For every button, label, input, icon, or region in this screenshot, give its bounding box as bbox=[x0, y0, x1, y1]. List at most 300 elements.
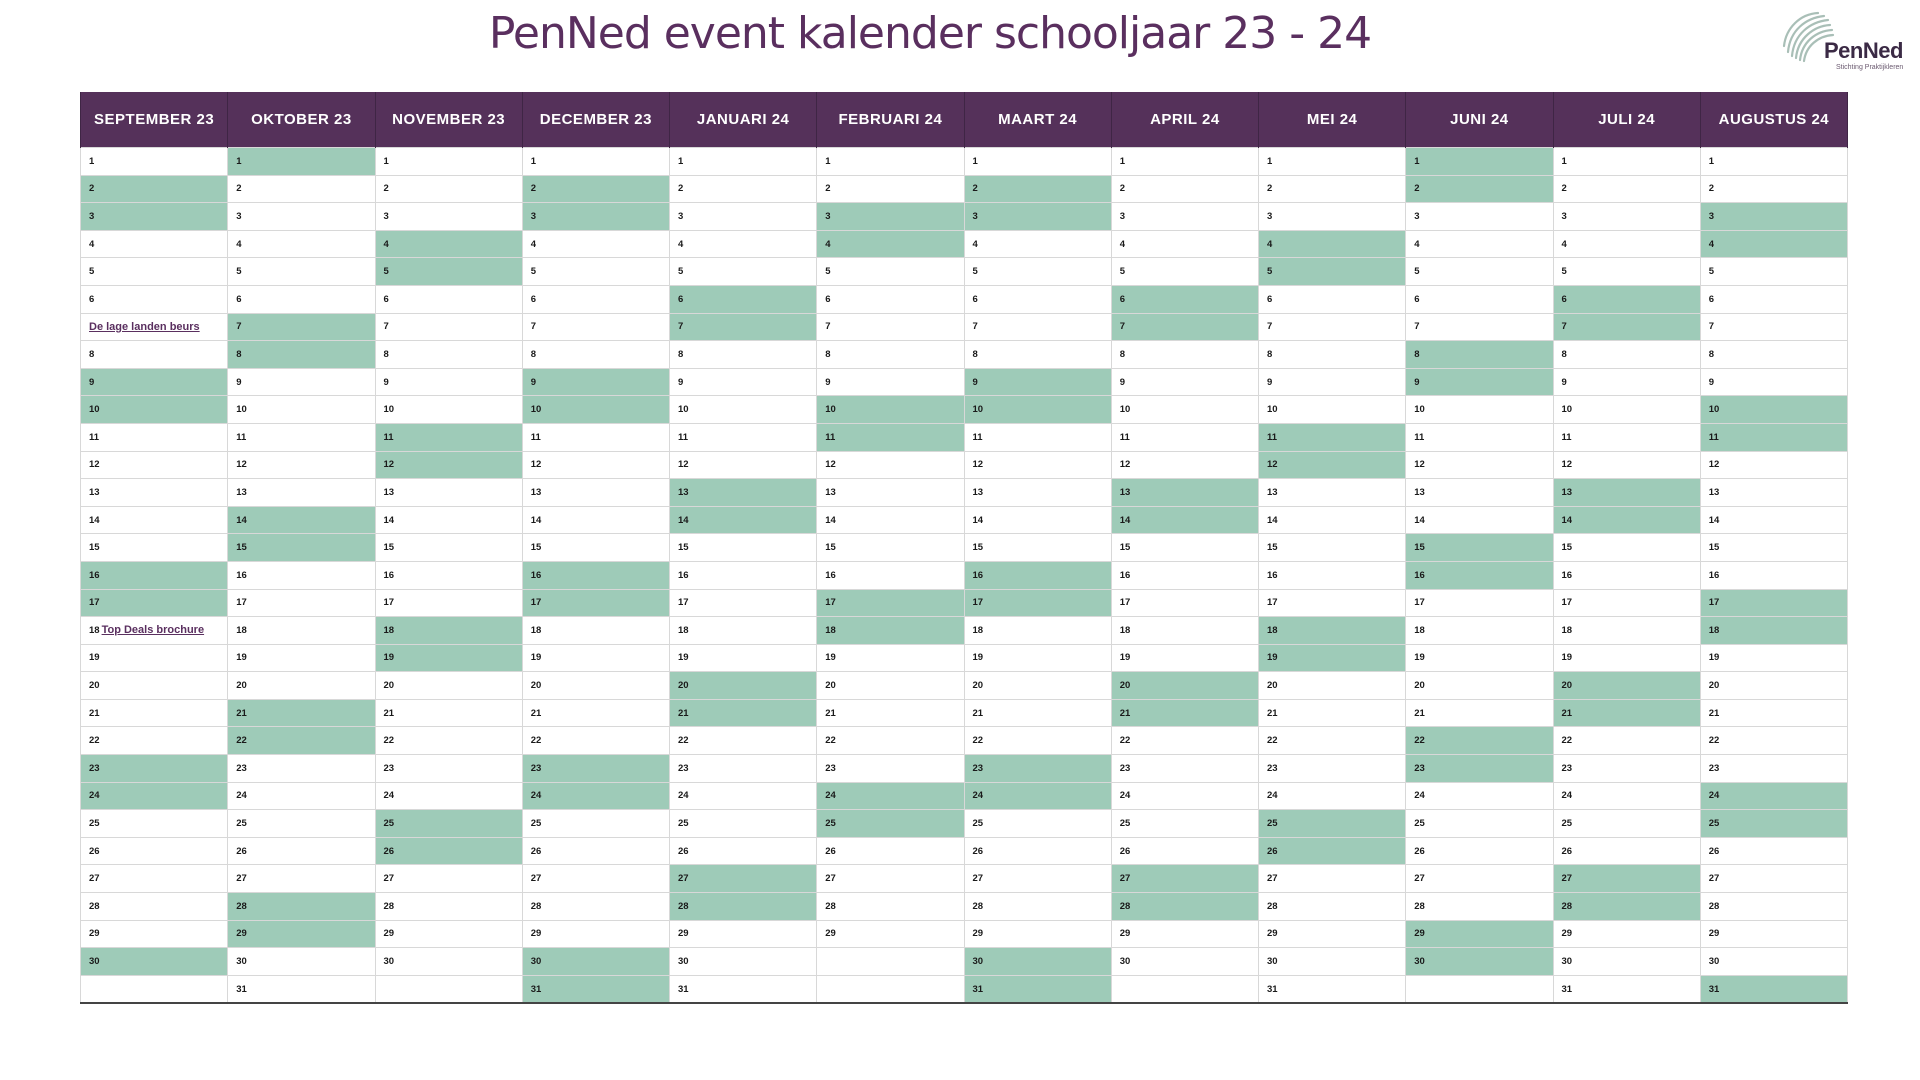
day-cell[interactable] bbox=[670, 506, 817, 534]
day-cell[interactable] bbox=[1259, 396, 1406, 424]
day-cell[interactable] bbox=[1700, 617, 1847, 645]
day-cell[interactable] bbox=[375, 148, 522, 176]
day-cell[interactable] bbox=[1406, 534, 1553, 562]
day-cell[interactable] bbox=[522, 782, 669, 810]
day-cell[interactable] bbox=[1111, 506, 1258, 534]
day-cell[interactable] bbox=[522, 451, 669, 479]
day-cell[interactable] bbox=[522, 534, 669, 562]
day-cell[interactable] bbox=[670, 479, 817, 507]
day-cell[interactable] bbox=[1111, 920, 1258, 948]
day-cell[interactable] bbox=[81, 148, 228, 176]
day-cell[interactable] bbox=[1700, 948, 1847, 976]
day-cell[interactable] bbox=[1406, 285, 1553, 313]
day-cell[interactable] bbox=[1553, 561, 1700, 589]
day-cell[interactable] bbox=[1259, 672, 1406, 700]
day-cell[interactable] bbox=[1700, 313, 1847, 341]
day-cell[interactable] bbox=[228, 644, 375, 672]
day-cell[interactable] bbox=[817, 727, 964, 755]
day-cell[interactable] bbox=[81, 699, 228, 727]
day-cell[interactable] bbox=[81, 893, 228, 921]
day-cell[interactable] bbox=[1406, 148, 1553, 176]
day-cell[interactable] bbox=[228, 285, 375, 313]
day-cell[interactable] bbox=[1111, 589, 1258, 617]
day-cell[interactable] bbox=[1553, 644, 1700, 672]
day-cell[interactable] bbox=[522, 699, 669, 727]
day-cell[interactable] bbox=[375, 672, 522, 700]
day-cell[interactable] bbox=[817, 479, 964, 507]
day-cell[interactable] bbox=[1700, 782, 1847, 810]
day-cell[interactable] bbox=[1259, 148, 1406, 176]
day-cell[interactable] bbox=[1259, 755, 1406, 783]
day-cell[interactable] bbox=[228, 203, 375, 231]
day-cell[interactable] bbox=[964, 975, 1111, 1003]
day-cell[interactable] bbox=[1553, 617, 1700, 645]
day-cell[interactable] bbox=[228, 948, 375, 976]
day-cell[interactable] bbox=[1111, 313, 1258, 341]
day-cell[interactable] bbox=[1406, 341, 1553, 369]
day-cell[interactable] bbox=[1406, 175, 1553, 203]
day-cell[interactable] bbox=[1259, 561, 1406, 589]
day-cell[interactable] bbox=[375, 865, 522, 893]
day-cell[interactable] bbox=[1700, 203, 1847, 231]
day-cell[interactable] bbox=[1406, 948, 1553, 976]
day-cell[interactable] bbox=[228, 699, 375, 727]
day-cell[interactable] bbox=[1700, 865, 1847, 893]
day-cell[interactable] bbox=[1111, 893, 1258, 921]
day-cell[interactable] bbox=[1259, 479, 1406, 507]
day-cell[interactable] bbox=[228, 479, 375, 507]
day-cell[interactable] bbox=[1700, 975, 1847, 1003]
day-cell[interactable] bbox=[522, 893, 669, 921]
day-cell[interactable] bbox=[817, 230, 964, 258]
day-cell[interactable] bbox=[228, 423, 375, 451]
day-cell[interactable] bbox=[1553, 451, 1700, 479]
day-cell[interactable] bbox=[1259, 644, 1406, 672]
day-cell[interactable] bbox=[228, 727, 375, 755]
day-cell[interactable] bbox=[522, 837, 669, 865]
day-cell[interactable] bbox=[1406, 506, 1553, 534]
day-cell[interactable] bbox=[964, 341, 1111, 369]
day-cell[interactable] bbox=[375, 258, 522, 286]
day-cell[interactable] bbox=[1406, 396, 1553, 424]
day-cell[interactable] bbox=[1111, 285, 1258, 313]
day-cell[interactable] bbox=[817, 561, 964, 589]
day-cell[interactable] bbox=[1553, 948, 1700, 976]
day-cell[interactable] bbox=[228, 837, 375, 865]
day-cell[interactable] bbox=[1111, 948, 1258, 976]
day-cell[interactable] bbox=[522, 920, 669, 948]
day-cell[interactable] bbox=[670, 810, 817, 838]
day-cell[interactable] bbox=[228, 148, 375, 176]
day-cell[interactable] bbox=[1553, 920, 1700, 948]
day-cell[interactable] bbox=[1406, 617, 1553, 645]
day-cell[interactable] bbox=[817, 865, 964, 893]
day-cell[interactable] bbox=[1553, 975, 1700, 1003]
day-cell[interactable] bbox=[670, 948, 817, 976]
day-cell[interactable] bbox=[1111, 837, 1258, 865]
day-cell[interactable] bbox=[964, 810, 1111, 838]
day-cell[interactable] bbox=[81, 920, 228, 948]
day-cell[interactable] bbox=[964, 672, 1111, 700]
day-cell[interactable] bbox=[522, 203, 669, 231]
day-cell[interactable] bbox=[1111, 865, 1258, 893]
day-cell[interactable] bbox=[1700, 258, 1847, 286]
day-cell[interactable] bbox=[670, 589, 817, 617]
day-cell[interactable] bbox=[1111, 644, 1258, 672]
day-cell[interactable] bbox=[1406, 313, 1553, 341]
day-cell[interactable] bbox=[1259, 175, 1406, 203]
day-cell[interactable] bbox=[817, 534, 964, 562]
day-cell[interactable] bbox=[1553, 810, 1700, 838]
day-cell[interactable] bbox=[670, 368, 817, 396]
day-cell[interactable] bbox=[670, 617, 817, 645]
day-cell[interactable] bbox=[670, 865, 817, 893]
day-cell[interactable] bbox=[1553, 423, 1700, 451]
day-cell[interactable] bbox=[1406, 368, 1553, 396]
day-cell[interactable] bbox=[670, 699, 817, 727]
day-cell[interactable] bbox=[1259, 506, 1406, 534]
day-cell[interactable] bbox=[1406, 423, 1553, 451]
day-cell[interactable] bbox=[1406, 644, 1553, 672]
day-cell[interactable] bbox=[375, 893, 522, 921]
day-cell[interactable] bbox=[817, 755, 964, 783]
day-cell[interactable] bbox=[670, 423, 817, 451]
day-cell[interactable] bbox=[375, 837, 522, 865]
day-cell[interactable] bbox=[81, 368, 228, 396]
day-cell[interactable] bbox=[375, 975, 522, 1003]
day-cell[interactable] bbox=[964, 534, 1111, 562]
day-cell[interactable] bbox=[81, 561, 228, 589]
day-cell[interactable] bbox=[1553, 341, 1700, 369]
day-cell[interactable] bbox=[1259, 423, 1406, 451]
day-cell[interactable] bbox=[375, 534, 522, 562]
day-cell[interactable] bbox=[670, 285, 817, 313]
day-cell[interactable] bbox=[522, 313, 669, 341]
day-cell[interactable] bbox=[670, 782, 817, 810]
day-cell[interactable] bbox=[1553, 893, 1700, 921]
day-cell[interactable] bbox=[817, 810, 964, 838]
day-cell[interactable] bbox=[81, 782, 228, 810]
day-cell[interactable] bbox=[817, 451, 964, 479]
day-cell[interactable] bbox=[1553, 258, 1700, 286]
day-cell[interactable] bbox=[375, 782, 522, 810]
day-cell[interactable] bbox=[522, 506, 669, 534]
day-cell[interactable] bbox=[817, 782, 964, 810]
day-cell[interactable] bbox=[375, 948, 522, 976]
day-cell[interactable] bbox=[1111, 230, 1258, 258]
day-cell[interactable] bbox=[375, 203, 522, 231]
day-cell[interactable] bbox=[817, 893, 964, 921]
day-cell[interactable] bbox=[964, 893, 1111, 921]
day-cell[interactable] bbox=[817, 313, 964, 341]
day-cell[interactable] bbox=[1259, 230, 1406, 258]
day-cell[interactable] bbox=[1700, 810, 1847, 838]
day-cell[interactable] bbox=[228, 175, 375, 203]
day-cell[interactable] bbox=[1406, 479, 1553, 507]
day-cell[interactable] bbox=[228, 451, 375, 479]
day-cell[interactable] bbox=[81, 313, 228, 341]
day-cell[interactable] bbox=[964, 727, 1111, 755]
day-cell[interactable] bbox=[1259, 341, 1406, 369]
day-cell[interactable] bbox=[375, 644, 522, 672]
day-cell[interactable] bbox=[1111, 755, 1258, 783]
day-cell[interactable] bbox=[1553, 368, 1700, 396]
day-cell[interactable] bbox=[1111, 396, 1258, 424]
day-cell[interactable] bbox=[670, 258, 817, 286]
day-cell[interactable] bbox=[1700, 396, 1847, 424]
day-cell[interactable] bbox=[1111, 534, 1258, 562]
day-cell[interactable] bbox=[670, 341, 817, 369]
day-cell[interactable] bbox=[81, 203, 228, 231]
day-cell[interactable] bbox=[1553, 479, 1700, 507]
day-cell[interactable] bbox=[964, 423, 1111, 451]
day-cell[interactable] bbox=[1259, 865, 1406, 893]
day-cell[interactable] bbox=[1700, 148, 1847, 176]
day-cell[interactable] bbox=[228, 506, 375, 534]
day-cell[interactable] bbox=[964, 258, 1111, 286]
day-cell[interactable] bbox=[670, 313, 817, 341]
day-cell[interactable] bbox=[522, 589, 669, 617]
day-cell[interactable] bbox=[375, 755, 522, 783]
day-cell[interactable] bbox=[1111, 617, 1258, 645]
day-cell[interactable] bbox=[375, 810, 522, 838]
day-cell[interactable] bbox=[375, 727, 522, 755]
day-cell[interactable] bbox=[375, 617, 522, 645]
day-cell[interactable] bbox=[964, 755, 1111, 783]
day-cell[interactable] bbox=[964, 479, 1111, 507]
day-cell[interactable] bbox=[964, 920, 1111, 948]
day-cell[interactable] bbox=[81, 837, 228, 865]
day-cell[interactable] bbox=[1406, 920, 1553, 948]
day-cell[interactable] bbox=[964, 451, 1111, 479]
day-cell[interactable] bbox=[964, 148, 1111, 176]
day-cell[interactable] bbox=[1111, 561, 1258, 589]
day-cell[interactable] bbox=[964, 368, 1111, 396]
day-cell[interactable] bbox=[1700, 534, 1847, 562]
day-cell[interactable] bbox=[522, 865, 669, 893]
day-cell[interactable] bbox=[81, 534, 228, 562]
day-cell[interactable] bbox=[670, 975, 817, 1003]
day-cell[interactable] bbox=[81, 672, 228, 700]
day-cell[interactable] bbox=[1553, 534, 1700, 562]
day-cell[interactable] bbox=[670, 534, 817, 562]
day-cell[interactable] bbox=[375, 506, 522, 534]
day-cell[interactable] bbox=[1111, 699, 1258, 727]
day-cell[interactable] bbox=[670, 644, 817, 672]
day-cell[interactable] bbox=[1553, 672, 1700, 700]
day-cell[interactable] bbox=[1406, 810, 1553, 838]
day-cell[interactable] bbox=[1111, 258, 1258, 286]
day-cell[interactable] bbox=[81, 285, 228, 313]
day-cell[interactable] bbox=[1553, 782, 1700, 810]
day-cell[interactable] bbox=[81, 451, 228, 479]
day-cell[interactable] bbox=[1406, 589, 1553, 617]
day-cell[interactable] bbox=[522, 396, 669, 424]
day-cell[interactable] bbox=[1700, 175, 1847, 203]
day-cell[interactable] bbox=[81, 644, 228, 672]
day-cell[interactable] bbox=[81, 258, 228, 286]
day-cell[interactable] bbox=[1700, 506, 1847, 534]
day-cell[interactable] bbox=[1406, 672, 1553, 700]
day-cell[interactable] bbox=[1553, 727, 1700, 755]
day-cell[interactable] bbox=[1406, 561, 1553, 589]
day-cell[interactable] bbox=[1553, 285, 1700, 313]
day-cell[interactable] bbox=[1700, 451, 1847, 479]
day-cell[interactable] bbox=[228, 810, 375, 838]
day-cell[interactable] bbox=[1259, 313, 1406, 341]
day-cell[interactable] bbox=[964, 396, 1111, 424]
day-cell[interactable] bbox=[1111, 451, 1258, 479]
day-cell[interactable] bbox=[1259, 617, 1406, 645]
day-cell[interactable] bbox=[1406, 755, 1553, 783]
day-cell[interactable] bbox=[1111, 423, 1258, 451]
day-cell[interactable] bbox=[522, 672, 669, 700]
day-cell[interactable] bbox=[228, 368, 375, 396]
day-cell[interactable] bbox=[1111, 368, 1258, 396]
day-cell[interactable] bbox=[228, 396, 375, 424]
day-cell[interactable] bbox=[817, 948, 964, 976]
day-cell[interactable] bbox=[81, 423, 228, 451]
day-cell[interactable] bbox=[964, 203, 1111, 231]
day-cell[interactable] bbox=[1111, 341, 1258, 369]
day-cell[interactable] bbox=[964, 589, 1111, 617]
day-cell[interactable] bbox=[1553, 203, 1700, 231]
day-cell[interactable] bbox=[228, 865, 375, 893]
day-cell[interactable] bbox=[81, 175, 228, 203]
day-cell[interactable] bbox=[1553, 396, 1700, 424]
day-cell[interactable] bbox=[522, 285, 669, 313]
day-cell[interactable] bbox=[375, 368, 522, 396]
day-cell[interactable] bbox=[81, 948, 228, 976]
day-cell[interactable] bbox=[1111, 810, 1258, 838]
day-cell[interactable] bbox=[817, 644, 964, 672]
day-cell[interactable] bbox=[1406, 893, 1553, 921]
day-cell[interactable] bbox=[964, 865, 1111, 893]
day-cell[interactable] bbox=[228, 672, 375, 700]
day-cell[interactable] bbox=[670, 203, 817, 231]
day-cell[interactable] bbox=[964, 561, 1111, 589]
day-cell[interactable] bbox=[1700, 285, 1847, 313]
day-cell[interactable] bbox=[817, 837, 964, 865]
day-cell[interactable] bbox=[81, 341, 228, 369]
day-cell[interactable] bbox=[228, 534, 375, 562]
day-cell[interactable] bbox=[522, 810, 669, 838]
day-cell[interactable] bbox=[522, 727, 669, 755]
day-cell[interactable] bbox=[670, 672, 817, 700]
day-cell[interactable] bbox=[817, 975, 964, 1003]
day-cell[interactable] bbox=[228, 258, 375, 286]
day-cell[interactable] bbox=[670, 837, 817, 865]
day-cell[interactable] bbox=[1553, 230, 1700, 258]
day-cell[interactable] bbox=[1406, 865, 1553, 893]
day-cell[interactable] bbox=[1111, 175, 1258, 203]
day-cell[interactable] bbox=[375, 699, 522, 727]
day-cell[interactable] bbox=[1111, 148, 1258, 176]
day-cell[interactable] bbox=[1406, 699, 1553, 727]
day-cell[interactable] bbox=[1111, 479, 1258, 507]
day-cell[interactable] bbox=[670, 893, 817, 921]
day-cell[interactable] bbox=[375, 285, 522, 313]
day-cell[interactable] bbox=[1259, 975, 1406, 1003]
day-cell[interactable] bbox=[375, 341, 522, 369]
day-cell[interactable] bbox=[1553, 699, 1700, 727]
day-cell[interactable] bbox=[375, 479, 522, 507]
day-cell[interactable] bbox=[81, 589, 228, 617]
day-cell[interactable] bbox=[817, 920, 964, 948]
day-cell[interactable] bbox=[375, 920, 522, 948]
day-cell[interactable] bbox=[1111, 782, 1258, 810]
day-cell[interactable] bbox=[964, 285, 1111, 313]
day-cell[interactable] bbox=[228, 341, 375, 369]
day-cell[interactable] bbox=[1700, 699, 1847, 727]
day-cell[interactable] bbox=[817, 589, 964, 617]
day-cell[interactable] bbox=[81, 617, 228, 645]
day-cell[interactable] bbox=[964, 782, 1111, 810]
day-cell[interactable] bbox=[964, 699, 1111, 727]
day-cell[interactable] bbox=[1553, 755, 1700, 783]
day-cell[interactable] bbox=[1259, 258, 1406, 286]
day-cell[interactable] bbox=[228, 755, 375, 783]
day-cell[interactable] bbox=[81, 727, 228, 755]
day-cell[interactable] bbox=[522, 423, 669, 451]
day-cell[interactable] bbox=[375, 423, 522, 451]
day-cell[interactable] bbox=[1259, 368, 1406, 396]
day-cell[interactable] bbox=[1700, 644, 1847, 672]
day-cell[interactable] bbox=[375, 561, 522, 589]
day-cell[interactable] bbox=[1553, 865, 1700, 893]
day-cell[interactable] bbox=[1406, 727, 1553, 755]
day-cell[interactable] bbox=[81, 506, 228, 534]
day-cell[interactable] bbox=[964, 837, 1111, 865]
day-cell[interactable] bbox=[522, 175, 669, 203]
day-cell[interactable] bbox=[1406, 230, 1553, 258]
day-cell[interactable] bbox=[670, 175, 817, 203]
day-cell[interactable] bbox=[964, 313, 1111, 341]
day-cell[interactable] bbox=[964, 175, 1111, 203]
day-cell[interactable] bbox=[817, 175, 964, 203]
day-cell[interactable] bbox=[817, 506, 964, 534]
day-cell[interactable] bbox=[1700, 368, 1847, 396]
day-cell[interactable] bbox=[1259, 203, 1406, 231]
day-cell[interactable] bbox=[1259, 920, 1406, 948]
day-cell[interactable] bbox=[81, 865, 228, 893]
day-cell[interactable] bbox=[817, 617, 964, 645]
day-cell[interactable] bbox=[1259, 727, 1406, 755]
day-cell[interactable] bbox=[670, 396, 817, 424]
day-cell[interactable] bbox=[1700, 755, 1847, 783]
day-cell[interactable] bbox=[522, 975, 669, 1003]
day-cell[interactable] bbox=[228, 561, 375, 589]
day-cell[interactable] bbox=[228, 589, 375, 617]
day-cell[interactable] bbox=[375, 230, 522, 258]
day-cell[interactable] bbox=[375, 396, 522, 424]
day-cell[interactable] bbox=[1553, 175, 1700, 203]
day-cell[interactable] bbox=[522, 755, 669, 783]
day-cell[interactable] bbox=[670, 148, 817, 176]
day-cell[interactable] bbox=[1700, 561, 1847, 589]
day-cell[interactable] bbox=[81, 479, 228, 507]
day-cell[interactable] bbox=[1406, 975, 1553, 1003]
day-cell[interactable] bbox=[1406, 451, 1553, 479]
day-cell[interactable] bbox=[1700, 893, 1847, 921]
day-cell[interactable] bbox=[522, 148, 669, 176]
day-cell[interactable] bbox=[670, 920, 817, 948]
day-cell[interactable] bbox=[964, 644, 1111, 672]
day-cell[interactable] bbox=[81, 810, 228, 838]
day-cell[interactable] bbox=[1700, 727, 1847, 755]
day-cell[interactable] bbox=[1259, 534, 1406, 562]
day-cell[interactable] bbox=[817, 203, 964, 231]
